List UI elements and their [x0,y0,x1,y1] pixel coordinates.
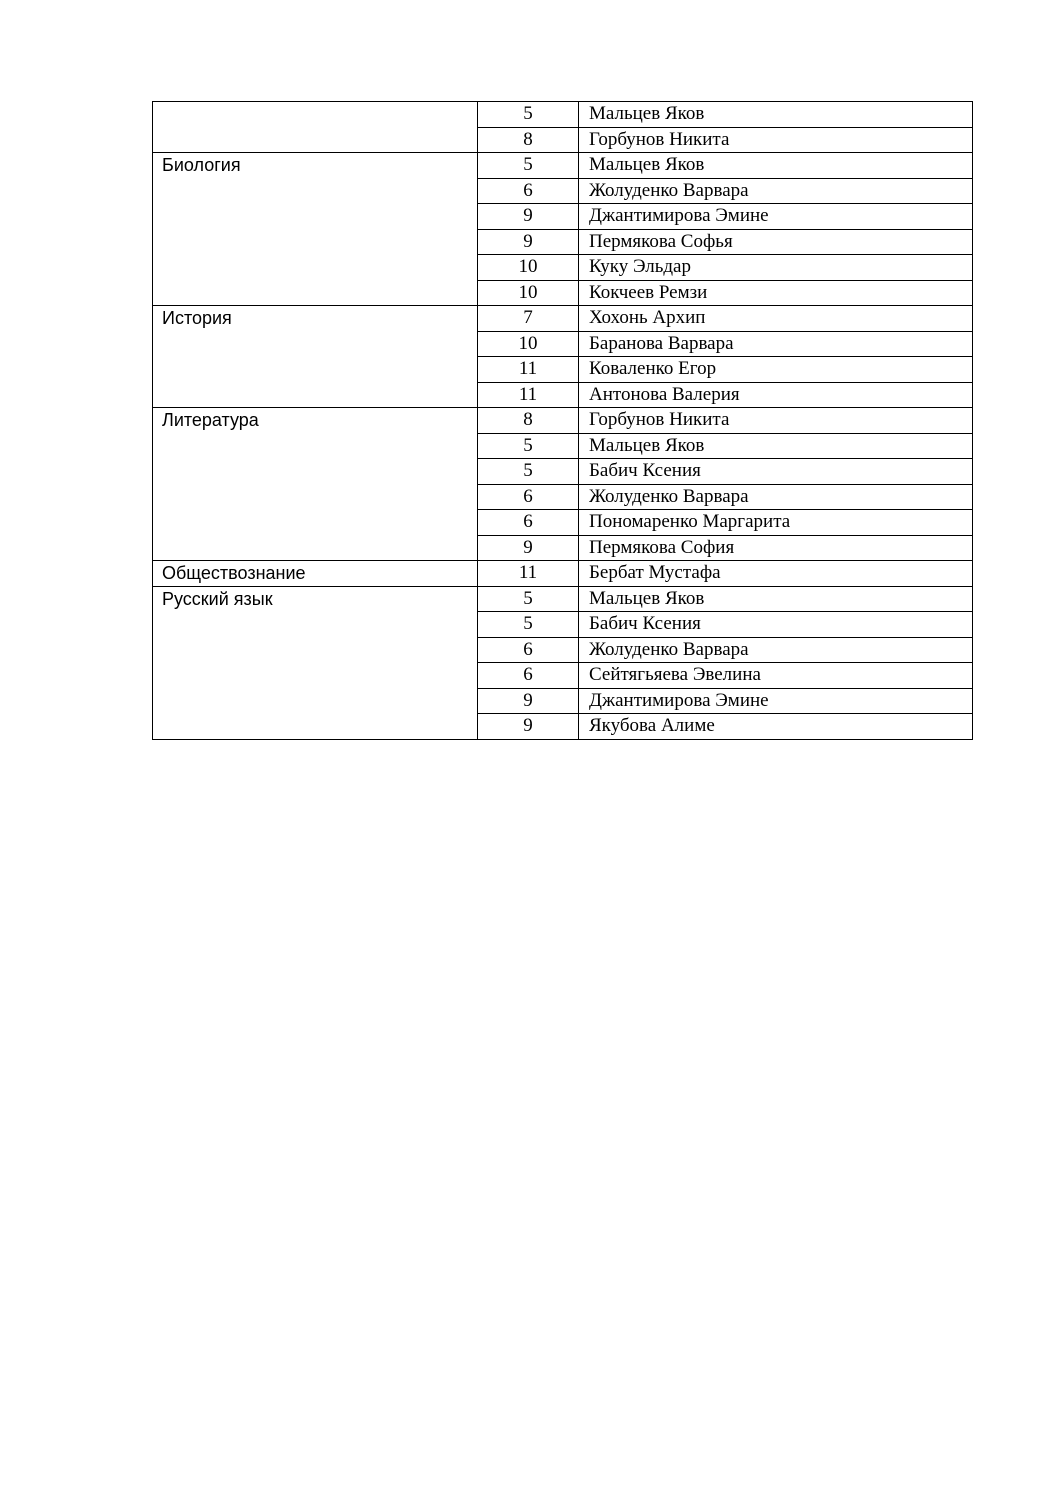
grade-cell: 5 [478,102,579,128]
student-name-cell: Жолуденко Варвара [579,637,973,663]
student-name-cell: Жолуденко Варвара [579,484,973,510]
subject-cell: Биология [153,153,478,306]
table-row [153,153,973,179]
grade-cell: 5 [478,586,579,612]
student-name-cell: Мальцев Яков [579,102,973,128]
student-name-cell: Куку Эльдар [579,255,973,281]
student-name-cell: Пермякова София [579,535,973,561]
table-row [153,306,973,332]
grade-cell: 9 [478,204,579,230]
grade-cell: 6 [478,663,579,689]
student-name-cell: Горбунов Никита [579,127,973,153]
grade-cell: 10 [478,280,579,306]
subject-cell: История [153,306,478,408]
subject-cell: Обществознание [153,561,478,587]
student-name-cell: Пермякова Софья [579,229,973,255]
student-name-cell: Коваленко Егор [579,357,973,383]
grade-cell: 9 [478,688,579,714]
student-name-cell: Горбунов Никита [579,408,973,434]
grade-cell: 9 [478,229,579,255]
student-name-cell: Бабич Ксения [579,459,973,485]
student-name-cell: Мальцев Яков [579,586,973,612]
grade-cell: 5 [478,459,579,485]
participants-table [152,101,973,740]
student-name-cell: Хохонь Архип [579,306,973,332]
student-name-cell: Бербат Мустафа [579,561,973,587]
student-name-cell: Джантимирова Эмине [579,204,973,230]
grade-cell: 7 [478,306,579,332]
table-row [153,561,973,587]
subject-cell: Русский язык [153,586,478,739]
grade-cell: 10 [478,331,579,357]
grade-cell: 11 [478,382,579,408]
subject-cell: Литература [153,408,478,561]
grade-cell: 9 [478,535,579,561]
grade-cell: 9 [478,714,579,740]
grade-cell: 5 [478,612,579,638]
student-name-cell: Антонова Валерия [579,382,973,408]
subject-cell [153,102,478,153]
student-name-cell: Пономаренко Маргарита [579,510,973,536]
student-name-cell: Баранова Варвара [579,331,973,357]
grade-cell: 8 [478,127,579,153]
student-name-cell: Мальцев Яков [579,153,973,179]
student-name-cell: Бабич Ксения [579,612,973,638]
participants-table-body [153,102,973,740]
table-row [153,102,973,128]
student-name-cell: Кокчеев Ремзи [579,280,973,306]
student-name-cell: Жолуденко Варвара [579,178,973,204]
student-name-cell: Сейтягьяева Эвелина [579,663,973,689]
table-row [153,408,973,434]
grade-cell: 6 [478,637,579,663]
grade-cell: 5 [478,433,579,459]
grade-cell: 8 [478,408,579,434]
grade-cell: 11 [478,561,579,587]
grade-cell: 10 [478,255,579,281]
student-name-cell: Мальцев Яков [579,433,973,459]
grade-cell: 6 [478,510,579,536]
grade-cell: 11 [478,357,579,383]
table-row [153,586,973,612]
grade-cell: 6 [478,484,579,510]
student-name-cell: Якубова Алиме [579,714,973,740]
grade-cell: 5 [478,153,579,179]
grade-cell: 6 [478,178,579,204]
student-name-cell: Джантимирова Эмине [579,688,973,714]
